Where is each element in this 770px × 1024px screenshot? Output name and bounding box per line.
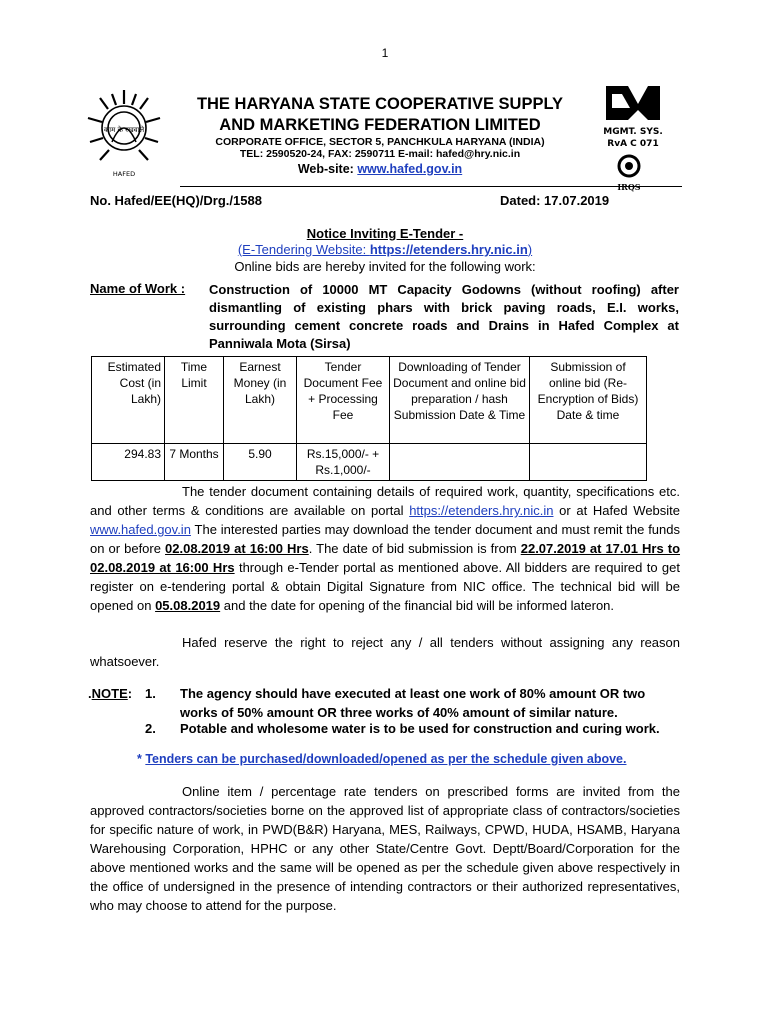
- note-label: [88, 684, 132, 703]
- header-divider: [180, 186, 682, 187]
- title-line-1: THE HARYANA STATE COOPERATIVE SUPPLY: [196, 95, 564, 113]
- closing-paragraph: [90, 782, 680, 915]
- submission-window: 22.07.2019 at 17.01 Hrs to 02.08.2019 at 16:00 Hrs: [90, 541, 681, 575]
- note-prefix: .: [88, 686, 92, 701]
- logo-rva: RvA C 071: [607, 139, 659, 149]
- cell-earnest-money: 5.90: [224, 444, 297, 481]
- title-line-2: AND MARKETING FEDERATION LIMITED: [219, 116, 541, 134]
- work-description: Construction of 10000 MT Capacity Godowns (without roofing) after dismantling of existing phars with brick paving roads, E.I. works, surrounding cement concrete roads and Drains in Hafed Complex at Panniwala Mota (Sirsa): [209, 282, 679, 351]
- funds-deadline: 02.08.2019 at 16:00 Hrs: [165, 541, 309, 556]
- certification-logo-icon: [598, 78, 668, 196]
- header-submission-date: Submission of online bid (Re-Encryption of Bids) Date & time: [530, 357, 647, 444]
- p1-text-d: . The date of bid submission is from: [308, 541, 521, 556]
- notice-heading: Notice Inviting E-Tender -: [306, 226, 464, 241]
- note-1-number: 1.: [145, 686, 156, 701]
- portal-link[interactable]: https://etenders.hry.nic.in: [409, 503, 554, 518]
- header-estimated-cost: Estimated Cost (in Lakh): [92, 357, 165, 444]
- p2-text: Hafed reserve the right to reject any / all tenders without assigning any reason whatsoever.: [90, 635, 680, 669]
- p1-text-c: The interested parties may download the tender document and must remit the funds on or before: [90, 522, 680, 556]
- note-2-text: Potable and wholesome water is to be used for construction and curing work.: [180, 721, 660, 736]
- logo-slogan: काम के रखवाले: [103, 126, 145, 134]
- logo-hafed-text: HAFED: [112, 170, 136, 178]
- rejection-paragraph: [90, 633, 680, 671]
- technical-bid-date: 05.08.2019: [155, 598, 221, 613]
- etender-prefix: (E-Tendering Website:: [237, 242, 370, 257]
- schedule-star: *: [137, 752, 146, 766]
- organization-title: [160, 94, 600, 136]
- website-line: [160, 162, 600, 176]
- header-download-date: Downloading of Tender Document and online bid preparation / hash Submission Date & Time: [390, 357, 530, 444]
- work-label: Name of Work :: [90, 281, 186, 296]
- address-line-2: TEL: 2590520-24, FAX: 2590711 E-mail: hafed@hry.nic.in: [239, 148, 521, 160]
- closing-text: Online item / percentage rate tenders on prescribed forms are invited from the approved contractors/societies borne on the approved list of appropriate class of contractors/societies for specific nature of work, in PWD(B&R) Haryana, MES, Railways, CPWD, HUDA, HSAMB, Haryana Warehousing Corporation, HPHC or any other State/Centre Govt. Deptt/Board/Corporation for the above mentioned works and the same will be opened as per the schedule given above respectively in the office of undersigned in the presence of intending contractors or their authorized representatives, who may choose to attend for the purpose.: [90, 784, 680, 913]
- logo-irqs: IRQS: [617, 182, 641, 192]
- p1-text-a: The tender document containing details of required work, quantity, specifications etc. and other terms & conditions are available on portal: [90, 484, 680, 518]
- cell-submission-date: [530, 444, 647, 481]
- schedule-text: Tenders can be purchased/downloaded/opened as per the schedule given above.: [145, 752, 627, 766]
- logo-mgmt-sys: MGMT. SYS.: [603, 127, 663, 137]
- office-address: [160, 136, 600, 160]
- cell-download-date: [390, 444, 530, 481]
- p1-text-e: through e-Tender portal as mentioned above. All bidders are required to get register on e-tendering portal & obtain Digital Signature from NIC office. The technical bid will be opened on: [90, 560, 680, 613]
- cell-estimated-cost: 294.83: [92, 444, 165, 481]
- header-time-limit: Time Limit: [165, 357, 224, 444]
- header-earnest-money: Earnest Money (in Lakh): [224, 357, 297, 444]
- p1-text-f: and the date for opening of the financial bid will be informed lateron.: [220, 598, 615, 613]
- reference-date: Dated: 17.07.2019: [500, 193, 610, 208]
- note-2-number: 2.: [145, 721, 156, 736]
- etender-suffix: ): [527, 242, 533, 257]
- cell-time-limit: 7 Months: [165, 444, 224, 481]
- hafed-website-link[interactable]: www.hafed.gov.in: [90, 522, 191, 537]
- note-1-text: The agency should have executed at least one work of 80% amount OR two works of 50% amount OR three works of 40% amount of similar nature.: [180, 686, 646, 720]
- e-tender-website: [160, 242, 610, 257]
- note-word: NOTE: [91, 686, 128, 701]
- tender-table: [91, 356, 647, 481]
- note-colon: :: [127, 686, 133, 701]
- hafed-logo-icon: [82, 84, 166, 180]
- schedule-note: [137, 752, 626, 766]
- etender-link[interactable]: https://etenders.hry.nic.in: [369, 242, 528, 257]
- cell-tender-fee: Rs.15,000/- + Rs.1,000/-: [297, 444, 390, 481]
- table-header-row: [92, 357, 647, 444]
- website-label: Web-site:: [297, 162, 358, 176]
- p1-text-b: or at Hafed Website: [553, 503, 681, 518]
- tender-details-paragraph: [90, 482, 680, 615]
- page-number: 1: [381, 46, 389, 60]
- notice-intro: Online bids are hereby invited for the following work:: [234, 259, 536, 274]
- address-line-1: CORPORATE OFFICE, SECTOR 5, PANCHKULA HARYANA (INDIA): [215, 136, 545, 148]
- reference-number: No. Hafed/EE(HQ)/Drg./1588: [90, 193, 262, 208]
- header-tender-fee: Tender Document Fee + Processing Fee: [297, 357, 390, 444]
- website-link[interactable]: www.hafed.gov.in: [357, 162, 463, 176]
- table-row: [92, 444, 647, 481]
